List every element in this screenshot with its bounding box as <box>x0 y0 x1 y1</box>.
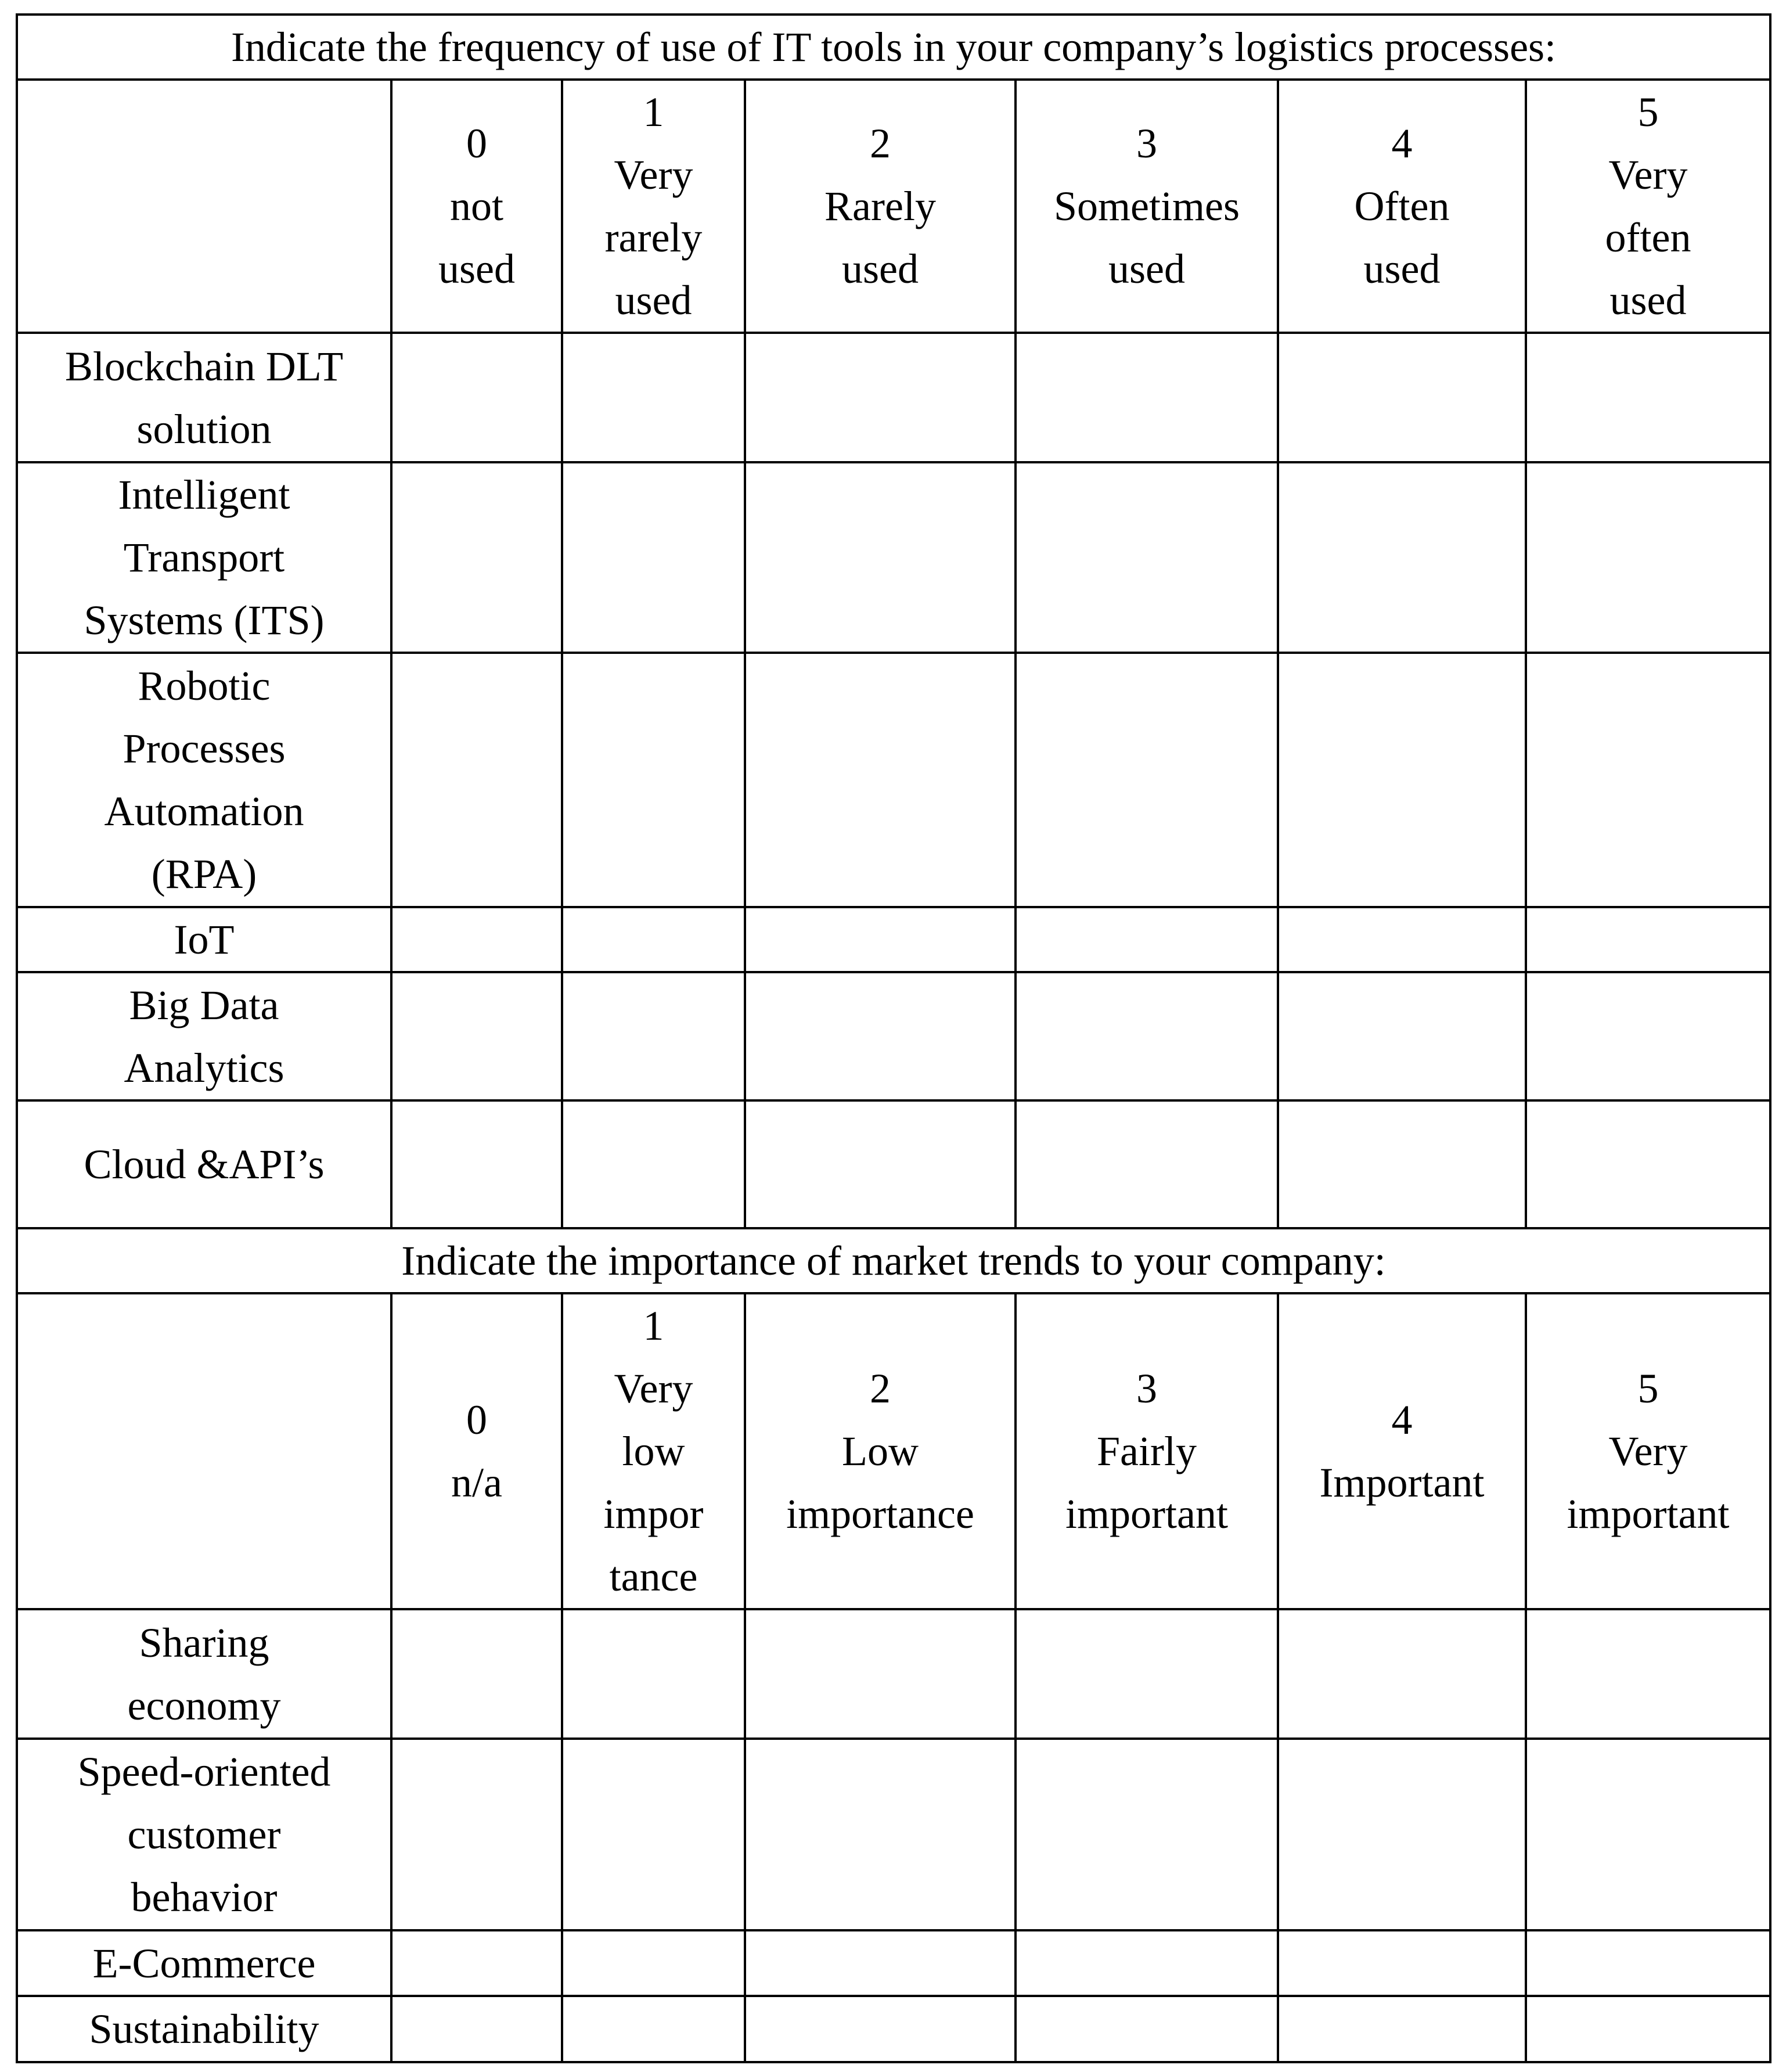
rating-cell[interactable] <box>1526 1100 1770 1228</box>
rating-cell[interactable] <box>1016 653 1278 907</box>
scale-column-header: 5 Very important <box>1526 1293 1770 1609</box>
rating-cell[interactable] <box>391 1930 562 1996</box>
rating-cell[interactable] <box>562 1609 745 1739</box>
rating-cell[interactable] <box>745 1930 1016 1996</box>
table-row <box>17 1609 1770 1739</box>
rating-cell[interactable] <box>1016 1100 1278 1228</box>
table-row <box>17 1100 1770 1228</box>
rating-cell[interactable] <box>1526 907 1770 972</box>
rating-cell[interactable] <box>1016 462 1278 653</box>
row-label: Cloud &API’s <box>17 1100 391 1228</box>
scale-column-header: 4 Often used <box>1278 80 1526 333</box>
scale-column-header: 4 Important <box>1278 1293 1526 1609</box>
rating-cell[interactable] <box>1016 1609 1278 1739</box>
table-row <box>17 972 1770 1100</box>
row-label: IoT <box>17 907 391 972</box>
rating-cell[interactable] <box>1278 1996 1526 2062</box>
empty-corner-cell <box>17 1293 391 1609</box>
rating-cell[interactable] <box>1526 1996 1770 2062</box>
rating-cell[interactable] <box>1016 1739 1278 1930</box>
rating-cell[interactable] <box>391 462 562 653</box>
row-label: Sustainability <box>17 1996 391 2062</box>
rating-cell[interactable] <box>562 1739 745 1930</box>
scale-column-header: 1 Very low impor tance <box>562 1293 745 1609</box>
table-row <box>17 1739 1770 1930</box>
scale-column-header: 1 Very rarely used <box>562 80 745 333</box>
rating-cell[interactable] <box>1526 1609 1770 1739</box>
rating-cell[interactable] <box>391 333 562 462</box>
rating-cell[interactable] <box>745 972 1016 1100</box>
scale-column-header: 0 not used <box>391 80 562 333</box>
row-label: E-Commerce <box>17 1930 391 1996</box>
rating-cell[interactable] <box>391 1609 562 1739</box>
rating-cell[interactable] <box>1016 972 1278 1100</box>
rating-cell[interactable] <box>1278 972 1526 1100</box>
rating-cell[interactable] <box>745 462 1016 653</box>
rating-cell[interactable] <box>745 1996 1016 2062</box>
rating-cell[interactable] <box>1278 1609 1526 1739</box>
row-label: Blockchain DLT solution <box>17 333 391 462</box>
rating-cell[interactable] <box>1526 1930 1770 1996</box>
rating-cell[interactable] <box>562 653 745 907</box>
rating-cell[interactable] <box>1016 1930 1278 1996</box>
rating-cell[interactable] <box>391 907 562 972</box>
table-row <box>17 462 1770 653</box>
row-label: Big Data Analytics <box>17 972 391 1100</box>
rating-cell[interactable] <box>391 972 562 1100</box>
scale-column-header: 2 Low importance <box>745 1293 1016 1609</box>
rating-cell[interactable] <box>1016 907 1278 972</box>
row-label: Speed-oriented customer behavior <box>17 1739 391 1930</box>
rating-cell[interactable] <box>391 1996 562 2062</box>
rating-cell[interactable] <box>562 1930 745 1996</box>
rating-cell[interactable] <box>1278 1930 1526 1996</box>
table-row <box>17 1930 1770 1996</box>
survey-table <box>16 13 1771 2063</box>
scale-column-header: 2 Rarely used <box>745 80 1016 333</box>
table-row <box>17 653 1770 907</box>
rating-cell[interactable] <box>1526 333 1770 462</box>
row-label: Intelligent Transport Systems (ITS) <box>17 462 391 653</box>
rating-cell[interactable] <box>1278 907 1526 972</box>
scale-header-row <box>17 80 1770 333</box>
rating-cell[interactable] <box>562 1996 745 2062</box>
section-title: Indicate the frequency of use of IT tools in your company’s logistics processes: <box>17 15 1770 80</box>
rating-cell[interactable] <box>562 462 745 653</box>
rating-cell[interactable] <box>391 1100 562 1228</box>
table-row <box>17 907 1770 972</box>
scale-column-header: 5 Very often used <box>1526 80 1770 333</box>
rating-cell[interactable] <box>1278 1100 1526 1228</box>
rating-cell[interactable] <box>745 653 1016 907</box>
table-row <box>17 333 1770 462</box>
scale-column-header: 3 Fairly important <box>1016 1293 1278 1609</box>
empty-corner-cell <box>17 80 391 333</box>
rating-cell[interactable] <box>745 1609 1016 1739</box>
rating-cell[interactable] <box>562 333 745 462</box>
rating-cell[interactable] <box>745 1100 1016 1228</box>
rating-cell[interactable] <box>391 653 562 907</box>
section-title: Indicate the importance of market trends to your company: <box>17 1228 1770 1293</box>
rating-cell[interactable] <box>745 907 1016 972</box>
rating-cell[interactable] <box>1016 1996 1278 2062</box>
rating-cell[interactable] <box>562 972 745 1100</box>
rating-cell[interactable] <box>1278 1739 1526 1930</box>
row-label: Robotic Processes Automation (RPA) <box>17 653 391 907</box>
row-label: Sharing economy <box>17 1609 391 1739</box>
section-title-row <box>17 15 1770 80</box>
rating-cell[interactable] <box>1526 462 1770 653</box>
scale-column-header: 0 n/a <box>391 1293 562 1609</box>
scale-column-header: 3 Sometimes used <box>1016 80 1278 333</box>
rating-cell[interactable] <box>1526 653 1770 907</box>
scale-header-row <box>17 1293 1770 1609</box>
section-title-row <box>17 1228 1770 1293</box>
rating-cell[interactable] <box>1526 972 1770 1100</box>
rating-cell[interactable] <box>562 907 745 972</box>
rating-cell[interactable] <box>1278 333 1526 462</box>
rating-cell[interactable] <box>1016 333 1278 462</box>
rating-cell[interactable] <box>562 1100 745 1228</box>
rating-cell[interactable] <box>1278 653 1526 907</box>
table-row <box>17 1996 1770 2062</box>
rating-cell[interactable] <box>391 1739 562 1930</box>
rating-cell[interactable] <box>745 1739 1016 1930</box>
rating-cell[interactable] <box>1278 462 1526 653</box>
rating-cell[interactable] <box>745 333 1016 462</box>
rating-cell[interactable] <box>1526 1739 1770 1930</box>
